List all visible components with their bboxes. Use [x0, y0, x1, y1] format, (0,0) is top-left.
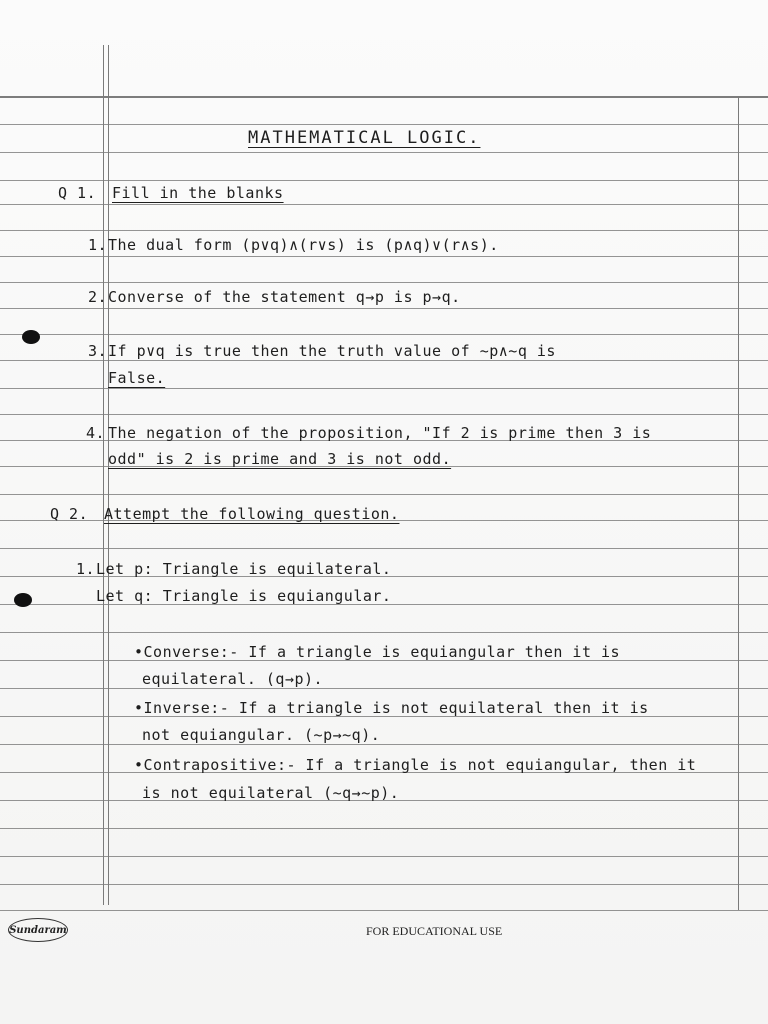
ruled-line: [0, 124, 768, 125]
item-number: 1.: [76, 560, 96, 578]
ruled-line: [0, 180, 768, 181]
item-number: 3.: [88, 342, 108, 360]
converse-line-1: •Converse:- If a triangle is equiangular then it is: [134, 643, 621, 661]
ruled-line: [0, 152, 768, 153]
ruled-line: [0, 884, 768, 885]
q1-item-3-line-2: False.: [108, 369, 166, 387]
margin-line: [103, 45, 104, 905]
q1-item-2: Converse of the statement q→p is p→q.: [108, 288, 461, 306]
ruled-line: [0, 360, 768, 361]
margin-line: [108, 45, 109, 905]
page-title: MATHEMATICAL LOGIC.: [248, 128, 481, 148]
question-2-label: Q 2.: [50, 505, 89, 523]
item-number: 2.: [88, 288, 108, 306]
ruled-line: [0, 256, 768, 257]
punch-hole: [22, 330, 40, 344]
right-margin-line: [738, 96, 739, 910]
ruled-line: [0, 856, 768, 857]
item-number: 1.: [88, 236, 108, 254]
footer-text: FOR EDUCATIONAL USE: [366, 924, 503, 938]
q1-item-1: The dual form (p∨q)∧(r∨s) is (p∧q)∨(r∧s).: [108, 236, 499, 254]
inverse-line-2: not equiangular. (~p→~q).: [142, 726, 381, 744]
ruled-line: [0, 334, 768, 335]
ruled-line: [0, 910, 768, 911]
ruled-line: [0, 688, 768, 689]
ruled-line: [0, 828, 768, 829]
item-number: 4.: [86, 424, 106, 442]
header-rule: [0, 96, 768, 98]
let-q-statement: Let q: Triangle is equiangular.: [96, 587, 392, 605]
question-1-heading: Fill in the blanks: [112, 184, 284, 202]
ruled-line: [0, 548, 768, 549]
punch-hole: [14, 593, 32, 607]
q1-item-4-line-1: The negation of the proposition, "If 2 is prime then 3 is: [108, 424, 652, 442]
ruled-line: [0, 230, 768, 231]
ruled-line: [0, 494, 768, 495]
q1-item-4-line-2: odd" is 2 is prime and 3 is not odd.: [108, 450, 452, 468]
ruled-line: [0, 308, 768, 309]
inverse-line-1: •Inverse:- If a triangle is not equilateral then it is: [134, 699, 649, 717]
ruled-line: [0, 204, 768, 205]
ruled-line: [0, 282, 768, 283]
ruled-line: [0, 744, 768, 745]
q1-item-3-line-1: If p∨q is true then the truth value of ~p∧~q is: [108, 342, 556, 360]
contrapositive-line-1: •Contrapositive:- If a triangle is not equiangular, then it: [134, 756, 697, 774]
ruled-line: [0, 388, 768, 389]
contrapositive-line-2: is not equilateral (~q→~p).: [142, 784, 400, 802]
brand-logo: Sundaram: [8, 918, 68, 942]
ruled-line: [0, 414, 768, 415]
converse-line-2: equilateral. (q→p).: [142, 670, 324, 688]
question-1-label: Q 1.: [58, 184, 97, 202]
question-2-heading: Attempt the following question.: [104, 505, 400, 523]
let-p-statement: Let p: Triangle is equilateral.: [96, 560, 392, 578]
ruled-line: [0, 632, 768, 633]
